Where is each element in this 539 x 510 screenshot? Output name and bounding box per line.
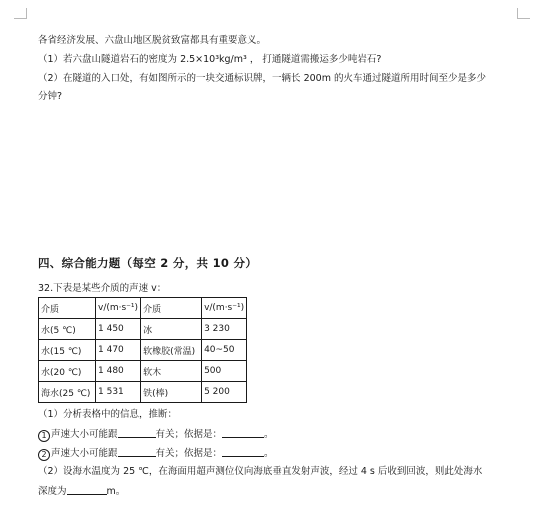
table-cell: 水(15 ℃): [39, 340, 96, 361]
table-cell: 冰: [141, 319, 202, 340]
table-cell: 铁(棒): [141, 382, 202, 403]
table-cell: 1 480: [96, 361, 141, 382]
table-cell: 软橡胶(常温): [141, 340, 202, 361]
answer-text: 深度为: [38, 486, 67, 497]
answer-text: m。: [106, 486, 126, 497]
table-cell: 40~50: [202, 340, 247, 361]
table-row: [39, 319, 247, 340]
table-header-cell: 介质: [141, 298, 202, 319]
question-2-continued: 分钟?: [38, 91, 63, 102]
table-cell: 3 230: [202, 319, 247, 340]
answer-line-1: [38, 427, 274, 442]
table-cell: 海水(25 ℃): [39, 382, 96, 403]
answer-line-3: [38, 484, 125, 498]
fill-blank[interactable]: [222, 427, 264, 438]
question-32-intro: 32.下表是某些介质的声速 v：: [38, 283, 167, 294]
sub-question-2: （2）设海水温度为 25 ℃，在海面用超声测位仪向海底垂直发射声波，经过 4 s 后收到回波，则此处海水: [38, 466, 483, 477]
fill-blank[interactable]: [118, 427, 156, 438]
answer-line-2: [38, 446, 274, 461]
crop-mark-top-right: [517, 8, 530, 19]
crop-mark-top-left: [14, 8, 27, 19]
table-row: [39, 361, 247, 382]
answer-text: 有关；依据是：: [155, 448, 223, 459]
table-header-cell: v/(m·s⁻¹): [202, 298, 247, 319]
table-cell: 1 450: [96, 319, 141, 340]
table-header-row: [39, 298, 247, 319]
table-cell: 水(5 ℃): [39, 319, 96, 340]
table-cell: 1 531: [96, 382, 141, 403]
table-cell: 水(20 ℃): [39, 361, 96, 382]
table-cell: 5 200: [202, 382, 247, 403]
table-cell: 500: [202, 361, 247, 382]
answer-text: 有关；依据是：: [155, 429, 223, 440]
table-cell: 软木: [141, 361, 202, 382]
sound-speed-table: [38, 297, 247, 403]
table-row: [39, 340, 247, 361]
circled-number: 1: [38, 430, 50, 442]
fill-blank[interactable]: [222, 446, 264, 457]
answer-text: 声速大小可能跟: [51, 448, 118, 459]
table-header-cell: v/(m·s⁻¹): [96, 298, 141, 319]
table-row: [39, 382, 247, 403]
answer-text: 。: [264, 448, 274, 459]
body-text-line: 各省经济发展、六盘山地区脱贫致富都具有重要意义。: [38, 35, 267, 46]
table-cell: 1 470: [96, 340, 141, 361]
circled-number: 2: [38, 449, 50, 461]
sub-question-1: （1）分析表格中的信息，推断：: [38, 409, 178, 420]
answer-text: 声速大小可能跟: [51, 429, 118, 440]
table-header-cell: 介质: [39, 298, 96, 319]
fill-blank[interactable]: [67, 484, 107, 495]
section-heading: 四、综合能力题（每空 2 分，共 10 分）: [38, 256, 258, 270]
question-1: （1）若六盘山隧道岩石的密度为 2.5×10³kg/m³ ， 打通隧道需搬运多少吨岩石?: [38, 54, 382, 65]
fill-blank[interactable]: [118, 446, 156, 457]
answer-text: 。: [264, 429, 274, 440]
question-2: （2）在隧道的入口处，有如图所示的一块交通标识牌，一辆长 200m 的火车通过隧道所用时间至少是多少: [38, 73, 486, 84]
